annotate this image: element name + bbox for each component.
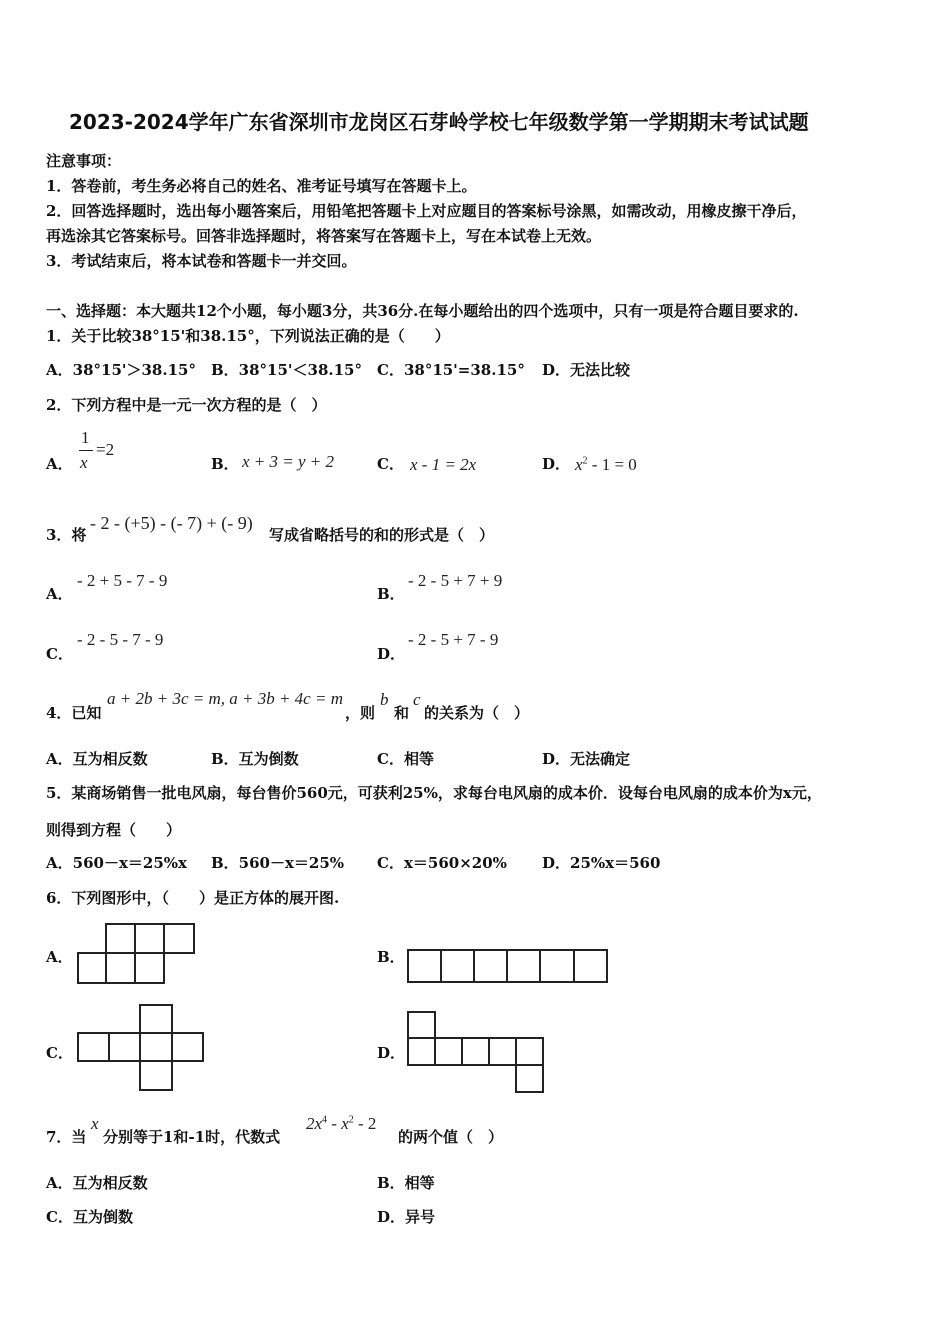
q6-stem: 6．下列图形中，（ ）是正方体的展开图.: [46, 889, 340, 907]
q7-term-a: 2x: [306, 1114, 323, 1133]
q3-expression: - 2 - (+5) - (- 7) + (- 9): [90, 513, 253, 533]
q1-option-b: B．38°15'＜38.15°: [211, 361, 362, 379]
q7-prefix: 7．当: [46, 1128, 87, 1146]
q7-term-c: - 2: [353, 1114, 377, 1133]
notice-item-2: 2．回答选择题时，选出每小题答案后，用铅笔把答题卡上对应题目的答案标号涂黑，如需改动，用橡皮擦干净后，: [46, 202, 807, 220]
q4-mid1: ，则: [345, 704, 376, 722]
q2-stem: 2．下列方程中是一元一次方程的是（ ）: [46, 396, 327, 414]
q7-mid: 分别等于1和-1时，代数式: [103, 1128, 281, 1146]
q1-option-c: C．38°15'=38.15°: [377, 361, 525, 379]
notice-item-2-cont: 再选涂其它答案标号。回答非选择题时，将答案写在答题卡上，写在本试卷上无效。: [46, 227, 602, 245]
q4-var-c: c: [413, 690, 421, 709]
q7-expression: [306, 1114, 376, 1134]
q3-label-c: C．: [46, 645, 73, 663]
q4-mid2: 和: [394, 704, 410, 722]
q2-label-b: B．: [211, 455, 239, 473]
q3-option-b: - 2 - 5 + 7 + 9: [408, 571, 503, 590]
q2-option-a-rest: =2: [96, 440, 115, 459]
q5-option-d: D．25%x＝560: [542, 854, 661, 872]
q5-stem-line2: 则得到方程（ ）: [46, 821, 182, 839]
q4-option-a: A．互为相反数: [46, 750, 148, 768]
q3-option-a: - 2 + 5 - 7 - 9: [77, 571, 168, 590]
q4-suffix: 的关系为（ ）: [424, 704, 530, 722]
q4-option-b: B．互为倒数: [211, 750, 299, 768]
notice-heading: 注意事项：: [46, 152, 122, 170]
q7-option-d: D．异号: [377, 1208, 436, 1226]
q1-option-d: D．无法比较: [542, 361, 631, 379]
q3-label-b: B．: [377, 585, 405, 603]
q4-prefix: 4．已知: [46, 704, 102, 722]
q3-label-d: D．: [377, 645, 406, 663]
q7-option-b: B．相等: [377, 1174, 435, 1192]
q7-exp-a: 4: [322, 1114, 328, 1126]
q3-option-d: - 2 - 5 + 7 - 9: [408, 630, 499, 649]
cube-net-a: [76, 922, 198, 984]
q2-option-b: x + 3 = y + 2: [242, 452, 335, 471]
q4-option-c: C．相等: [377, 750, 434, 768]
q6-label-d: D．: [377, 1044, 406, 1062]
q2-d-exponent: 2: [582, 455, 588, 467]
q4-expression: a + 2b + 3c = m, a + 3b + 4c = m: [107, 689, 343, 708]
q1-option-a: A．38°15'＞38.15°: [46, 361, 196, 379]
cube-net-c: [76, 1003, 206, 1093]
fraction-bar: [79, 450, 93, 451]
q5-option-b: B．560－x＝25%: [211, 854, 345, 872]
page-title: 2023-2024学年广东省深圳市龙岗区石芽岭学校七年级数学第一学期期末考试试题: [69, 110, 809, 134]
cube-net-d: [406, 1010, 546, 1094]
section-heading: 一、选择题：本大题共12个小题，每小题3分，共36分.在每小题给出的四个选项中，只有一项是符合题目要求的.: [46, 302, 799, 320]
cube-net-b: [406, 948, 610, 984]
q2-label-c: C．: [377, 455, 404, 473]
q2-d-rest: - 1 = 0: [587, 455, 637, 474]
q7-var-x: x: [91, 1114, 99, 1133]
q6-label-a: A．: [46, 948, 73, 966]
q4-option-d: D．无法确定: [542, 750, 631, 768]
q7-option-c: C．互为倒数: [46, 1208, 133, 1226]
q2-label-a: A．: [46, 455, 73, 473]
q5-stem-line1: 5．某商场销售一批电风扇，每台售价560元，可获利25%，求每台电风扇的成本价．设每台电风扇的成本价为x元，: [46, 784, 822, 802]
q5-option-a: A．560－x＝25%x: [46, 854, 187, 872]
q7-option-a: A．互为相反数: [46, 1174, 148, 1192]
q2-option-a-fraction: [79, 428, 95, 474]
q2-d-base: x: [575, 455, 583, 474]
q6-label-c: C．: [46, 1044, 73, 1062]
q4-var-b: b: [380, 690, 389, 709]
q2-label-d: D．: [542, 455, 571, 473]
q2-a-denominator: x: [80, 453, 88, 472]
q3-option-c: - 2 - 5 - 7 - 9: [77, 630, 164, 649]
q2-option-c: x - 1 = 2x: [410, 455, 477, 474]
q3-suffix: 写成省略括号的和的形式是（ ）: [269, 526, 495, 544]
q7-exp-b: 2: [348, 1114, 354, 1126]
q6-label-b: B．: [377, 948, 405, 966]
q3-label-a: A．: [46, 585, 73, 603]
q2-option-d: [575, 455, 637, 475]
q1-stem: 1．关于比较38°15'和38.15°，下列说法正确的是（ ）: [46, 327, 450, 345]
notice-item-3: 3．考试结束后，将本试卷和答题卡一并交回。: [46, 252, 357, 270]
notice-item-1: 1．答卷前，考生务必将自己的姓名、准考证号填写在答题卡上。: [46, 177, 477, 195]
q7-suffix: 的两个值（ ）: [398, 1128, 504, 1146]
q5-option-c: C．x＝560×20%: [377, 854, 507, 872]
q7-term-b: - x: [327, 1114, 349, 1133]
q3-prefix: 3．将: [46, 526, 87, 544]
q2-a-numerator: 1: [81, 428, 90, 447]
